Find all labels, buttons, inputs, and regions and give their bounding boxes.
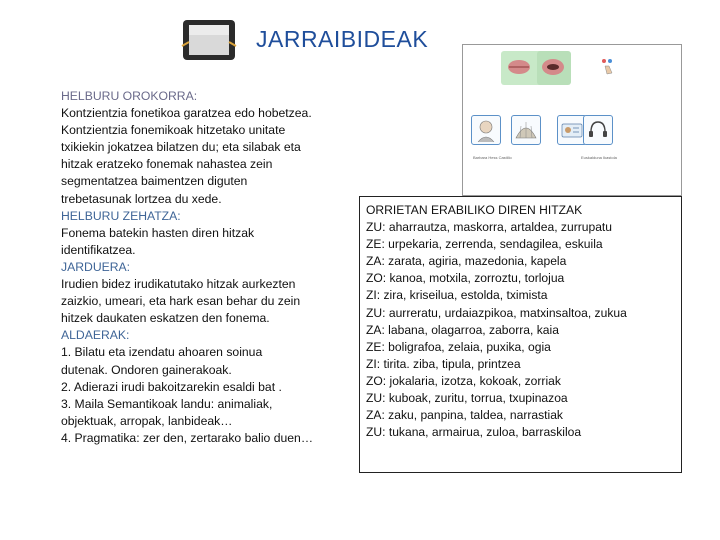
instruction-line: txikiekin jokatzea bilatzen du; eta silabak eta <box>61 140 301 155</box>
instruction-line: Irudien bidez irudikatutako hitzak aurkezten <box>61 277 296 292</box>
word-list-line: ZA: labana, olagarroa, zaborra, kaia <box>366 322 559 337</box>
word-list-line: ZU: aurreratu, urdaiazpikoa, matxinsaltoa, zukua <box>366 305 627 320</box>
word-list-line: ZU: tukana, armairua, zuloa, barraskiloa <box>366 425 582 440</box>
word-list-line: ZE: boligrafoa, zelaia, puxika, ogia <box>366 339 551 354</box>
hand-pointer-icon <box>599 57 617 75</box>
old-man-icon <box>471 115 501 145</box>
word-list <box>366 219 681 441</box>
instruction-line: dutenak. Ondoren gainerakoak. <box>61 362 232 377</box>
word-list-heading: ORRIETAN ERABILIKO DIREN HITZAK <box>366 203 583 217</box>
instruction-line: trebetasunak lortzea du xede. <box>61 191 222 206</box>
instruction-line: Fonema batekin hasten diren hitzak <box>61 225 255 240</box>
instruction-line: objektuak, arropak, lanbideak… <box>61 413 233 428</box>
shell-icon <box>511 115 541 145</box>
thumbnail-caption: Euskalduna Ikastola <box>581 155 617 160</box>
instruction-line: hitzek daukaten eskatzen den fonema. <box>61 311 270 326</box>
word-list-line: ZO: jokalaria, izotza, kokoak, zorriak <box>366 373 561 388</box>
instruction-line: Kontzientzia fonemikoak hitzetako unitate <box>61 123 286 138</box>
instruction-line: identifikatzea. <box>61 242 136 257</box>
lips-icon <box>541 57 565 77</box>
worksheet-thumbnail <box>462 44 682 196</box>
word-list-line: ZI: zira, kriseilua, estolda, tximista <box>366 288 548 303</box>
word-list-line: ZU: kuboak, zuritu, torrua, txupinazoa <box>366 391 568 406</box>
section-heading: ALDAERAK: <box>61 328 130 343</box>
thumbnail-caption: Barbara Hess Castillo <box>473 155 512 160</box>
section-heading: HELBURU ZEHATZA: <box>61 208 181 223</box>
instruction-line: Kontzientzia fonetikoa garatzea edo hobetzea. <box>61 106 312 121</box>
page-title: JARRAIBIDEAK <box>256 26 429 52</box>
instruction-line: hitzak eratzeko fonemak nahastea zein <box>61 157 273 172</box>
instruction-line: 4. Pragmatika: zer den, zertarako balio duen… <box>61 430 314 445</box>
instruction-line: segmentatzea baimentzen diguten <box>61 174 248 189</box>
tablet-icon <box>180 18 238 62</box>
instruction-line: 3. Maila Semantikoak landu: animaliak, <box>61 396 273 411</box>
word-list-box <box>359 196 682 473</box>
headset-icon <box>583 115 613 145</box>
word-list-line: ZE: urpekaria, zerrenda, sendagilea, eskuila <box>366 237 603 252</box>
word-list-line: ZA: zaku, panpina, taldea, narrastiak <box>366 408 563 423</box>
instruction-line: 2. Adierazi irudi bakoitzarekin esaldi bat . <box>61 379 282 394</box>
word-list-line: ZI: tirita. ziba, tipula, printzea <box>366 356 521 371</box>
word-list-line: ZA: zarata, agiria, mazedonia, kapela <box>366 254 567 269</box>
word-list-line: ZU: aharrautza, maskorra, artaldea, zurrupatu <box>366 220 613 235</box>
section-heading: JARDUERA: <box>61 259 131 274</box>
lips-icon <box>507 57 531 77</box>
instruction-line: 1. Bilatu eta izendatu ahoaren soinua <box>61 345 263 360</box>
instruction-line: zaizkio, umeari, eta hark esan behar du zein <box>61 294 301 309</box>
instructions-text <box>61 88 351 447</box>
section-heading: HELBURU OROKORRA: <box>61 89 198 103</box>
word-list-line: ZO: kanoa, motxila, zorroztu, torlojua <box>366 271 565 286</box>
